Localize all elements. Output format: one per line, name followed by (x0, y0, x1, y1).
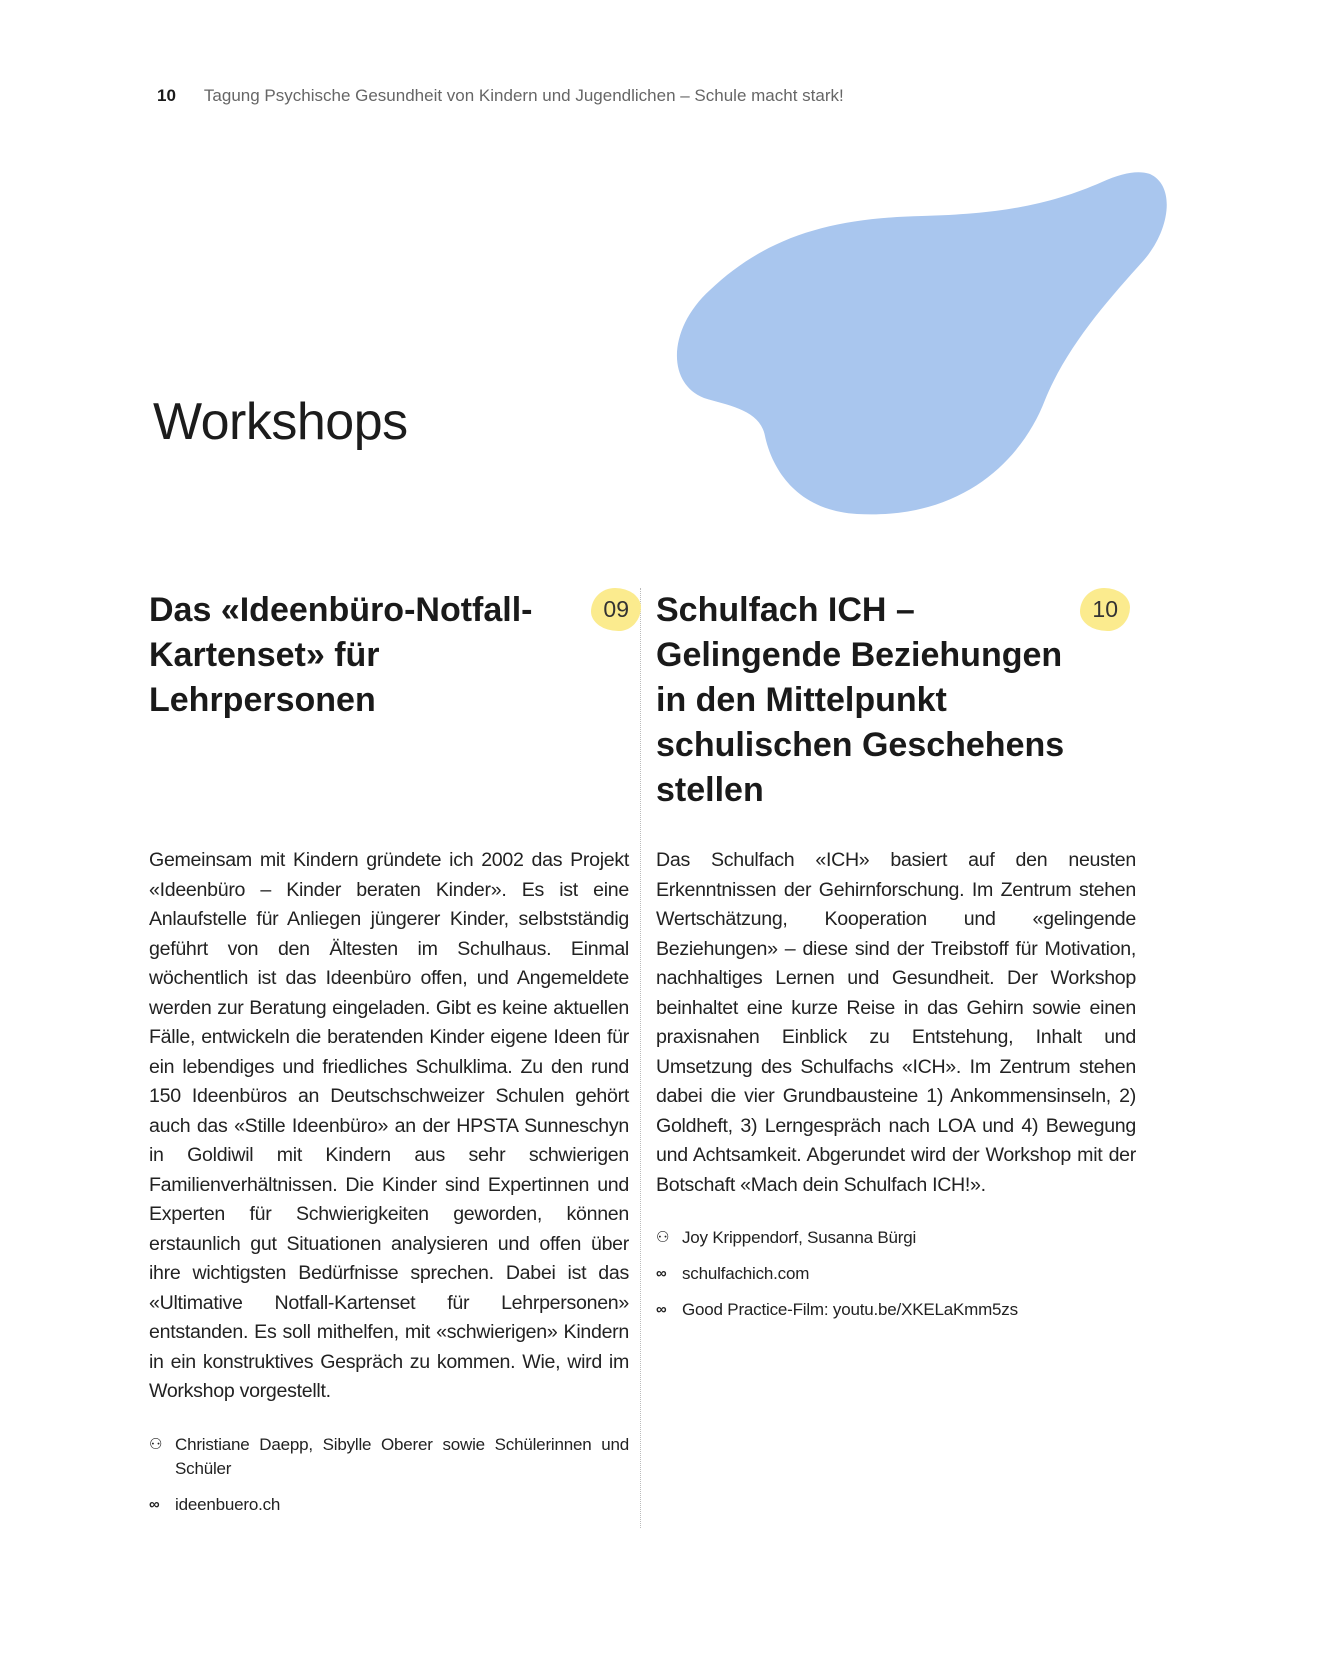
link-icon: ∞ (656, 1265, 667, 1282)
workshop-number-badge: 09 (591, 588, 641, 631)
film-link[interactable]: Good Practice-Film: youtu.be/XKELaKmm5zs (682, 1300, 1018, 1319)
workshop-description: Gemeinsam mit Kindern gründete ich 2002 das Projekt «Ideenbüro – Kinder beraten Kinder». Es ist eine Anlaufstelle für Anliegen jüngerer Kinder, selbstständig geführt von den Ältesten im Schulhaus. Einmal wöchentlich ist das Ideenbüro offen, und Angemeldete werden zur Beratung eingeladen. Gibt es keine aktuellen Fälle, entwickeln die beratenden Kinder eigene Ideen für ein lebendiges und friedliches Schulklima. Zu den rund 150 Ideenbüros an Deutschschweizer Schulen gehört auch das «Stille Ideenbüro» an der HPSTA Sunneschyn in Goldiwil mit Kindern aus sehr schwierigen Familienverhältnissen. Die Kinder sind Expertinnen und Experten für Schwierigkeiten geworden, können erstaunlich gut Situationen analysieren und offen über ihre wichtigsten Bedürfnisse sprechen. Dabei ist das «Ultimative Notfall-Kartenset für Lehrpersonen» entstanden. Es soll mithelfen, mit «schwierigen» Kindern in ein konstruktives Gespräch zu kommen. Wie, wird im Workshop vorgestellt. (149, 849, 629, 1402)
workshop-title: Schulfach ICH – Gelingende Beziehungen in den Mittelpunkt schulischen Geschehens stellen (656, 591, 1065, 809)
workshop-description: Das Schulfach «ICH» basiert auf den neusten Erkenntnissen der Gehirnforschung. Im Zentrum stehen Wertschätzung, Kooperation und «gelingende Beziehungen» – diese sind der Treibstoff für Motivation, nachhaltiges Lernen und Gesundheit. Der Workshop beinhaltet eine kurze Reise in das Gehirn sowie einen praxisnahen Einblick zu Entstehung, Inhalt und Umsetzung des Schulfachs «ICH». Im Zentrum stehen dabei die vier Grundbausteine 1) Ankommensinseln, 2) Goldheft, 3) Lerngespräch nach LOA und 4) Bewegung und Achtsamkeit. Abgerundet wird der Workshop mit der Botschaft «Mach dein Schulfach ICH!». (656, 849, 1136, 1196)
people-icon: ⚇ (656, 1229, 670, 1246)
workshop-number-badge: 10 (1080, 588, 1130, 631)
workshop-10 (656, 588, 1136, 1319)
workshop-meta (149, 1433, 629, 1517)
column-divider (640, 588, 641, 1528)
workshop-09 (149, 588, 629, 1514)
people-icon: ⚇ (149, 1435, 163, 1453)
running-title: Tagung Psychische Gesundheit von Kindern und Jugendlichen – Schule macht stark! (203, 86, 844, 105)
link-icon: ∞ (656, 1301, 667, 1318)
link-row[interactable] (656, 1262, 1136, 1286)
link-row[interactable] (149, 1493, 629, 1517)
link-row[interactable] (656, 1298, 1136, 1322)
presenter-names: Joy Krippendorf, Susanna Bürgi (682, 1228, 917, 1247)
page-number: 10 (157, 86, 176, 105)
presenter-row (149, 1433, 629, 1481)
section-title: Workshops (153, 393, 408, 451)
presenter-row (656, 1226, 1136, 1250)
workshop-content (149, 846, 629, 1529)
workshop-title: Das «Ideenbüro-Notfall-Kartenset» für Lehrpersonen (149, 591, 533, 719)
website-link[interactable]: ideenbuero.ch (175, 1494, 281, 1514)
presenter-names: Christiane Daepp, Sibylle Oberer sowie Schülerinnen und Schüler (175, 1434, 629, 1478)
website-link[interactable]: schulfachich.com (682, 1264, 810, 1283)
workshop-content (656, 846, 1136, 1334)
page-header (157, 86, 844, 106)
link-icon: ∞ (149, 1495, 160, 1513)
workshop-meta (656, 1226, 1136, 1322)
decorative-blob (672, 168, 1172, 548)
